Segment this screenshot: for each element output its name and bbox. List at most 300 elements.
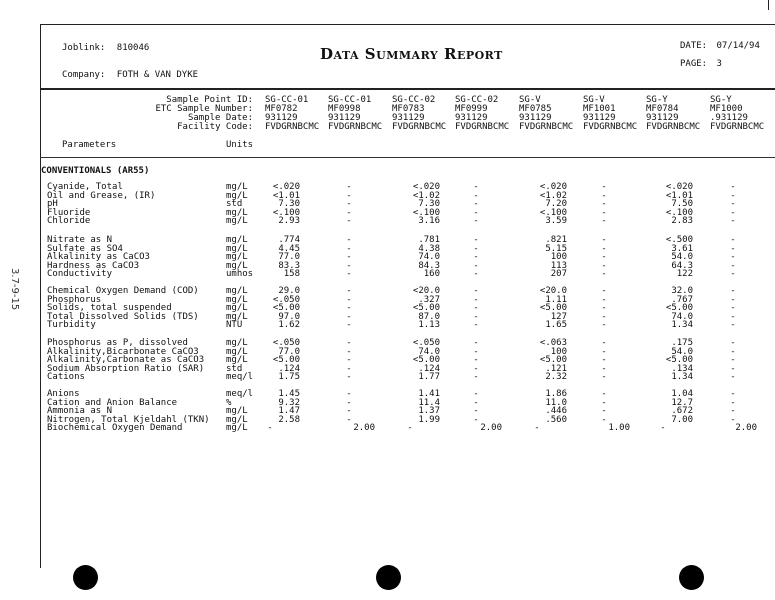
value-cell: 2.58: [278, 414, 300, 425]
joblink-label: Joblink:: [62, 43, 106, 53]
parameter-name: Alkalinity,Carbonate as CaCO3: [47, 355, 205, 366]
value-cell: 100: [550, 252, 567, 263]
parameter-unit: mg/L: [226, 311, 248, 322]
value-cell: -: [473, 260, 479, 271]
value-cell: .672: [671, 406, 693, 417]
value-cell: 7.00: [671, 414, 693, 425]
parameter-name: Phosphorus as P, dissolved: [47, 338, 188, 348]
value-cell: 1.34: [671, 320, 693, 331]
value-cell: 74.0: [418, 252, 440, 263]
parameter-unit: mg/L: [226, 423, 248, 434]
parameter-name: pH: [47, 199, 58, 210]
value-cell: -: [601, 294, 607, 305]
parameter-unit: mg/L: [226, 406, 248, 417]
value-cell: -: [346, 243, 352, 254]
column-facility: FVDGRNBCMC: [710, 122, 765, 132]
value-cell: -: [473, 269, 479, 280]
value-cell: -: [473, 216, 479, 227]
column-etc: MF0998: [328, 104, 361, 114]
value-cell: 3.59: [545, 216, 567, 227]
column-point: SG-CC-02: [455, 95, 499, 105]
parameter-unit: meq/l: [226, 372, 254, 383]
column-date: 931129: [392, 113, 425, 123]
value-cell: -: [730, 346, 736, 357]
column-point: SG-CC-01: [265, 95, 309, 105]
value-cell: -: [473, 311, 479, 322]
value-cell: <20.0: [412, 286, 440, 296]
value-cell: -: [473, 397, 479, 408]
value-cell: -: [473, 372, 479, 383]
value-cell: <.100: [665, 207, 693, 218]
value-cell: -: [473, 190, 479, 201]
value-cell: 2.83: [671, 216, 693, 227]
value-cell: 122: [676, 269, 693, 280]
column-date: 931129: [328, 113, 361, 123]
sample-point-label: Sample Point ID:: [166, 95, 253, 105]
value-cell: -: [730, 311, 736, 322]
column-etc: MF1001: [583, 104, 616, 114]
parameter-unit: mg/L: [226, 286, 248, 296]
value-cell: -: [601, 182, 607, 192]
value-cell: -: [346, 320, 352, 331]
date-label: DATE:: [680, 41, 708, 51]
value-cell: 9.32: [278, 397, 300, 408]
value-cell: -: [730, 389, 736, 399]
parameter-unit: mg/L: [226, 355, 248, 366]
value-cell: -: [534, 423, 540, 434]
value-cell: -: [730, 207, 736, 218]
parameter-name: Alkalinity as CaCO3: [47, 252, 150, 263]
value-cell: <20.0: [539, 286, 567, 296]
value-cell: -: [473, 338, 479, 348]
value-cell: -: [473, 252, 479, 263]
parameter-name: Sodium Absorption Ratio (SAR): [47, 363, 205, 374]
parameter-unit: mg/L: [226, 235, 248, 245]
value-cell: -: [730, 286, 736, 296]
facility-label: Facility Code:: [177, 122, 253, 132]
value-cell: -: [601, 338, 607, 348]
value-cell: <.063: [539, 338, 567, 348]
value-cell: .175: [671, 338, 693, 348]
column-etc: MF0999: [455, 104, 488, 114]
value-cell: <1.01: [272, 190, 300, 201]
value-cell: .124: [278, 363, 300, 374]
etc-sample-label: ETC Sample Number:: [155, 104, 253, 114]
value-cell: 54.0: [671, 346, 693, 357]
value-cell: -: [730, 406, 736, 417]
value-cell: -: [730, 294, 736, 305]
value-cell: <5.00: [272, 303, 300, 314]
value-cell: <5.00: [665, 355, 693, 366]
value-cell: <.020: [539, 182, 567, 192]
parameter-unit: mg/L: [226, 260, 248, 271]
value-cell: -: [730, 363, 736, 374]
date-value: 07/14/94: [716, 41, 760, 51]
value-cell: <5.00: [272, 355, 300, 366]
value-cell: 113: [550, 260, 567, 271]
parameter-unit: mg/L: [226, 338, 248, 348]
value-cell: -: [346, 346, 352, 357]
column-point: SG-CC-01: [328, 95, 372, 105]
value-cell: -: [601, 303, 607, 314]
value-cell: <.500: [665, 235, 693, 245]
value-cell: 1.37: [418, 406, 440, 417]
value-cell: -: [473, 286, 479, 296]
parameter-unit: umhos: [226, 269, 254, 280]
value-cell: -: [346, 363, 352, 374]
value-cell: <.050: [272, 294, 300, 305]
value-cell: 87.0: [418, 311, 440, 322]
value-cell: 77.0: [278, 252, 300, 263]
value-cell: -: [473, 355, 479, 366]
value-cell: 100: [550, 346, 567, 357]
value-cell: <5.00: [665, 303, 693, 314]
value-cell: <5.00: [539, 303, 567, 314]
joblink-line: [62, 43, 149, 53]
value-cell: 11.4: [418, 397, 440, 408]
value-cell: 2.32: [545, 372, 567, 383]
column-point: SG-Y: [710, 95, 732, 105]
parameter-name: Chemical Oxygen Demand (COD): [47, 286, 199, 296]
value-cell: 1.45: [278, 389, 300, 399]
company-line: [62, 70, 198, 80]
parameter-name: Nitrate as N: [47, 235, 113, 245]
value-cell: <5.00: [412, 355, 440, 366]
date-line: [680, 41, 760, 51]
value-cell: -: [473, 199, 479, 210]
value-cell: -: [730, 182, 736, 192]
value-cell: -: [601, 406, 607, 417]
value-cell: -: [473, 389, 479, 399]
value-cell: 83.3: [278, 260, 300, 271]
column-date: 931129: [455, 113, 488, 123]
value-cell: -: [346, 414, 352, 425]
value-cell: -: [730, 190, 736, 201]
value-cell: -: [407, 423, 413, 434]
report-title: Data Summary Report: [320, 45, 503, 63]
value-cell: -: [346, 303, 352, 314]
value-cell: <.100: [272, 207, 300, 218]
company-label: Company:: [62, 70, 106, 80]
value-cell: <.050: [272, 338, 300, 348]
value-cell: -: [346, 216, 352, 227]
value-cell: -: [346, 260, 352, 271]
value-cell: -: [730, 252, 736, 263]
value-cell: 7.50: [671, 199, 693, 210]
parameter-name: Solids, total suspended: [47, 303, 172, 314]
value-cell: -: [730, 320, 736, 331]
page-value: 3: [716, 59, 722, 69]
value-cell: <5.00: [539, 355, 567, 366]
value-cell: -: [730, 338, 736, 348]
value-cell: <.100: [539, 207, 567, 218]
value-cell: <5.00: [412, 303, 440, 314]
column-point: SG-CC-02: [392, 95, 436, 105]
value-cell: <1.02: [539, 190, 567, 201]
value-cell: 1.13: [418, 320, 440, 331]
value-cell: -: [601, 311, 607, 322]
value-cell: -: [346, 235, 352, 245]
column-facility: FVDGRNBCMC: [519, 122, 574, 132]
value-cell: -: [346, 182, 352, 192]
value-cell: -: [601, 372, 607, 383]
value-cell: .121: [545, 363, 567, 374]
value-cell: 1.86: [545, 389, 567, 399]
value-cell: .781: [418, 235, 440, 245]
value-cell: -: [601, 190, 607, 201]
column-date: 931129: [646, 113, 679, 123]
value-cell: -: [346, 389, 352, 399]
table-header-divider: [40, 157, 775, 158]
value-cell: 29.0: [278, 286, 300, 296]
column-facility: FVDGRNBCMC: [328, 122, 383, 132]
value-cell: -: [601, 286, 607, 296]
parameter-name: Cations: [47, 372, 85, 383]
value-cell: 7.30: [278, 199, 300, 210]
value-cell: -: [601, 269, 607, 280]
column-etc: MF0782: [265, 104, 298, 114]
value-cell: .124: [418, 363, 440, 374]
value-cell: -: [601, 346, 607, 357]
value-cell: 1.47: [278, 406, 300, 417]
value-cell: -: [473, 235, 479, 245]
value-cell: -: [601, 363, 607, 374]
value-cell: .327: [418, 294, 440, 305]
parameter-unit: mg/L: [226, 294, 248, 305]
value-cell: -: [473, 182, 479, 192]
binder-hole-right: [679, 565, 704, 590]
column-facility: FVDGRNBCMC: [583, 122, 638, 132]
value-cell: -: [346, 269, 352, 280]
column-date: .931129: [710, 113, 748, 123]
parameter-unit: NTU: [226, 320, 243, 331]
value-cell: 7.20: [545, 199, 567, 210]
value-cell: .134: [671, 363, 693, 374]
value-cell: -: [346, 190, 352, 201]
value-cell: -: [730, 414, 736, 425]
parameter-unit: std: [226, 199, 243, 210]
value-cell: -: [730, 260, 736, 271]
value-cell: <1.01: [665, 190, 693, 201]
parameter-name: Phosphorus: [47, 294, 102, 305]
value-cell: <.020: [272, 182, 300, 192]
value-cell: -: [730, 372, 736, 383]
column-facility: FVDGRNBCMC: [646, 122, 701, 132]
parameter-name: Oil and Grease, (IR): [47, 190, 156, 201]
page-line: [680, 59, 722, 69]
value-cell: -: [473, 406, 479, 417]
value-cell: -: [473, 243, 479, 254]
value-cell: 32.0: [671, 286, 693, 296]
value-cell: 160: [423, 269, 440, 280]
parameter-name: Total Dissolved Solids (TDS): [47, 311, 199, 322]
value-cell: 74.0: [418, 346, 440, 357]
parameter-unit: mg/L: [226, 190, 248, 201]
parameter-name: Anions: [47, 389, 80, 399]
column-point: SG-V: [519, 95, 541, 105]
column-etc: MF0785: [519, 104, 552, 114]
parameter-name: Fluoride: [47, 207, 91, 218]
value-cell: 3.61: [671, 243, 693, 254]
value-cell: 1.62: [278, 320, 300, 331]
binder-hole-center: [376, 565, 401, 590]
value-cell: -: [473, 346, 479, 357]
parameter-unit: mg/L: [226, 216, 248, 227]
value-cell: -: [473, 207, 479, 218]
parameter-name: Cyanide, Total: [47, 182, 123, 192]
value-cell: -: [473, 303, 479, 314]
value-cell: -: [730, 235, 736, 245]
header-divider: [40, 88, 775, 90]
parameter-name: Chloride: [47, 216, 91, 227]
value-cell: -: [346, 372, 352, 383]
value-cell: 1.77: [418, 372, 440, 383]
value-cell: -: [473, 294, 479, 305]
value-cell: 1.75: [278, 372, 300, 383]
value-cell: 84.3: [418, 260, 440, 271]
value-cell: -: [473, 363, 479, 374]
value-cell: -: [601, 235, 607, 245]
parameter-unit: mg/L: [226, 414, 248, 425]
column-etc: MF0783: [392, 104, 425, 114]
value-cell: -: [660, 423, 666, 434]
value-cell: 127: [550, 311, 567, 322]
parameter-name: Sulfate as SO4: [47, 243, 123, 254]
parameter-unit: mg/L: [226, 346, 248, 357]
value-cell: 2.93: [278, 216, 300, 227]
value-cell: .446: [545, 406, 567, 417]
value-cell: -: [346, 355, 352, 366]
parameter-name: Alkalinity,Bicarbonate CaCO3: [47, 346, 199, 357]
column-facility: FVDGRNBCMC: [265, 122, 320, 132]
value-cell: -: [346, 397, 352, 408]
value-cell: -: [601, 260, 607, 271]
value-cell: -: [267, 423, 273, 434]
value-cell: <.100: [412, 207, 440, 218]
value-cell: -: [346, 199, 352, 210]
value-cell: .774: [278, 235, 300, 245]
parameter-name: Nitrogen, Total Kjeldahl (TKN): [47, 414, 210, 425]
value-cell: 1.11: [545, 294, 567, 305]
corner-tick-mark: [768, 0, 769, 10]
value-cell: 1.99: [418, 414, 440, 425]
column-date: 931129: [583, 113, 616, 123]
value-cell: 2.00: [353, 423, 375, 434]
column-date: 931129: [519, 113, 552, 123]
value-cell: -: [601, 199, 607, 210]
value-cell: -: [730, 355, 736, 366]
value-cell: 3.16: [418, 216, 440, 227]
parameter-unit: mg/L: [226, 207, 248, 218]
value-cell: -: [346, 294, 352, 305]
parameter-name: Ammonia as N: [47, 406, 113, 417]
value-cell: -: [346, 406, 352, 417]
column-point: SG-V: [583, 95, 605, 105]
parameter-unit: mg/L: [226, 252, 248, 263]
parameter-unit: meq/l: [226, 389, 254, 399]
column-date: 931129: [265, 113, 298, 123]
column-facility: FVDGRNBCMC: [392, 122, 447, 132]
value-cell: .767: [671, 294, 693, 305]
value-cell: -: [346, 207, 352, 218]
parameter-name: Turbidity: [47, 320, 96, 331]
value-cell: 2.00: [480, 423, 502, 434]
value-cell: -: [730, 199, 736, 210]
value-cell: -: [601, 397, 607, 408]
value-cell: -: [601, 243, 607, 254]
value-cell: 1.41: [418, 389, 440, 399]
value-cell: -: [473, 320, 479, 331]
value-cell: <.050: [412, 338, 440, 348]
margin-annotation: 3.7-9-15: [9, 268, 20, 311]
value-cell: <1.02: [412, 190, 440, 201]
company-value: FOTH & VAN DYKE: [116, 70, 199, 80]
value-cell: 1.04: [671, 389, 693, 399]
value-cell: -: [730, 269, 736, 280]
value-cell: 11.0: [545, 397, 567, 408]
value-cell: 64.3: [671, 260, 693, 271]
parameter-unit: std: [226, 363, 243, 374]
value-cell: -: [601, 216, 607, 227]
page-label: PAGE:: [680, 59, 708, 69]
value-cell: 4.38: [418, 243, 440, 254]
value-cell: -: [601, 207, 607, 218]
parameter-unit: mg/L: [226, 243, 248, 254]
value-cell: <.020: [412, 182, 440, 192]
value-cell: 2.00: [735, 423, 757, 434]
value-cell: 1.00: [608, 423, 630, 434]
joblink-value: 810046: [116, 43, 150, 53]
parameter-unit: mg/L: [226, 303, 248, 314]
value-cell: 54.0: [671, 252, 693, 263]
value-cell: 97.0: [278, 311, 300, 322]
parameter-name: Hardness as CaCO3: [47, 260, 140, 271]
parameter-name: Conductivity: [47, 269, 113, 280]
value-cell: <.020: [665, 182, 693, 192]
column-facility: FVDGRNBCMC: [455, 122, 510, 132]
value-cell: -: [730, 216, 736, 227]
value-cell: -: [346, 311, 352, 322]
units-header: Units: [226, 140, 254, 150]
value-cell: 158: [283, 269, 300, 280]
value-cell: 74.0: [671, 311, 693, 322]
value-cell: 207: [550, 269, 567, 280]
column-point: SG-Y: [646, 95, 668, 105]
column-etc: MF0784: [646, 104, 679, 114]
parameter-unit: %: [226, 397, 232, 408]
parameter-name: Cation and Anion Balance: [47, 397, 178, 408]
binder-hole-left: [73, 565, 98, 590]
value-cell: -: [601, 252, 607, 263]
value-cell: -: [346, 252, 352, 263]
value-cell: -: [346, 338, 352, 348]
sample-date-label: Sample Date:: [187, 113, 253, 123]
value-cell: 12.7: [671, 397, 693, 408]
section-title: CONVENTIONALS (AR55): [41, 166, 150, 176]
value-cell: 77.0: [278, 346, 300, 357]
value-cell: 4.45: [278, 243, 300, 254]
value-cell: -: [473, 414, 479, 425]
value-cell: .821: [545, 235, 567, 245]
value-cell: -: [601, 389, 607, 399]
value-cell: 7.30: [418, 199, 440, 210]
value-cell: -: [730, 243, 736, 254]
value-cell: 1.34: [671, 372, 693, 383]
value-cell: -: [601, 355, 607, 366]
value-cell: -: [346, 286, 352, 296]
value-cell: -: [601, 320, 607, 331]
value-cell: 5.15: [545, 243, 567, 254]
